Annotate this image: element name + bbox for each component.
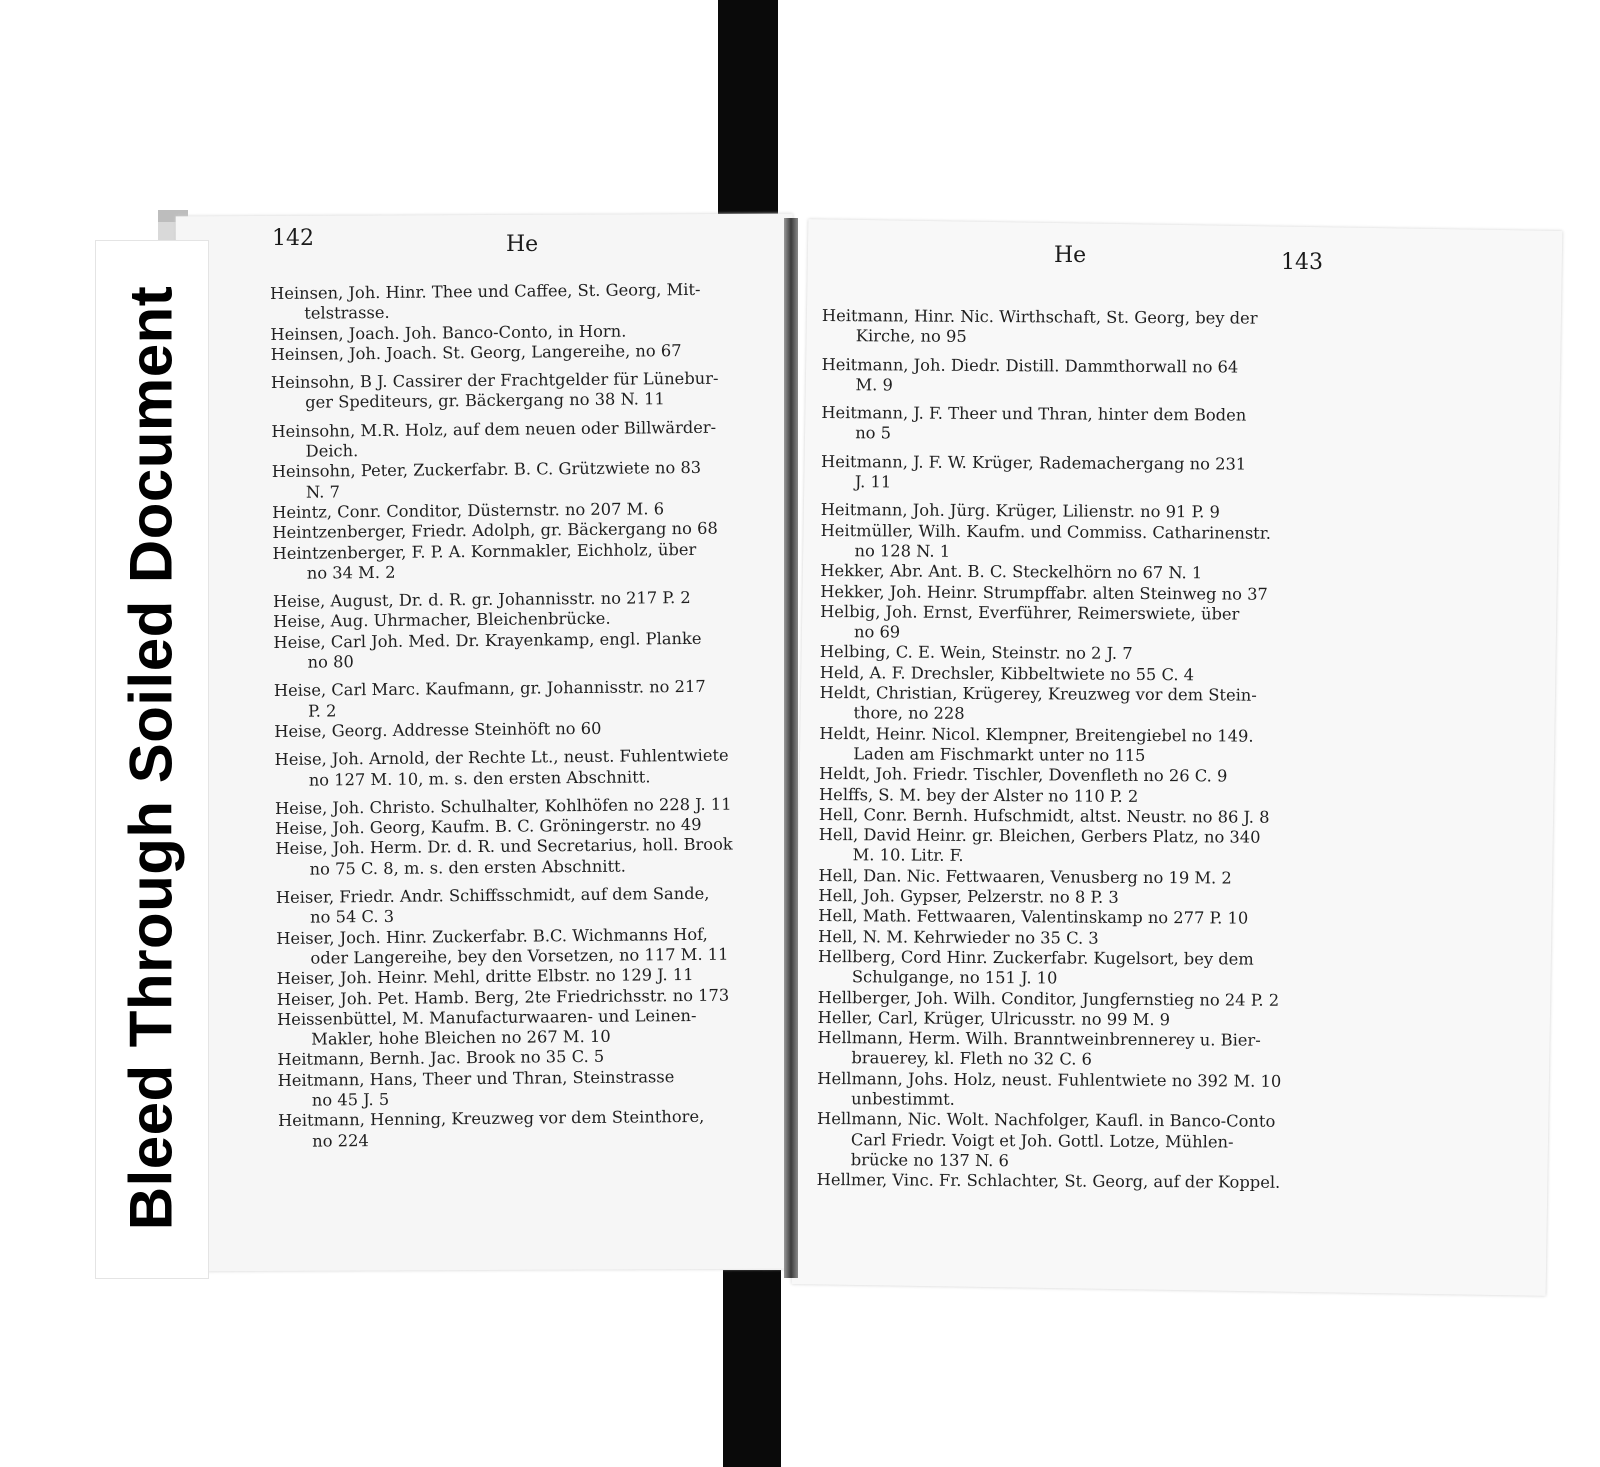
entry-line: Hell, Conr. Bernh. Hufschmidt, altst. Neustr. no 86 J. 8: [818, 804, 1270, 827]
entry-continuation-line: ger Spediteurs, gr. Bäckergang no 38 N. 11: [305, 389, 665, 413]
entry-line: Heinsen, Joh. Hinr. Thee und Caffee, St. Georg, Mit-: [270, 279, 701, 303]
entry-line: Held, A. F. Drechsler, Kibbeltwiete no 55 C. 4: [819, 662, 1195, 685]
directory-entry: [821, 500, 1318, 523]
entry-line: Hekker, Abr. Ant. B. C. Steckelhörn no 67 N. 1: [820, 561, 1203, 583]
entry-line: Heiser, Joch. Hinr. Zuckerfabr. B.C. Wichmanns Hof,: [276, 924, 708, 948]
entry-line: Heitmann, J. F. W. Krüger, Rademachergang no 231: [820, 451, 1247, 474]
entry-continuation-line: Laden am Fischmarkt unter no 115: [853, 744, 1146, 765]
entry-line: Hellmann, Nic. Wolt. Nachfolger, Kaufl. in Banco-Conto: [816, 1109, 1276, 1132]
entry-line: Hell, N. M. Kehrwieder no 35 C. 3: [818, 926, 1099, 948]
directory-entry: [818, 927, 1315, 950]
directory-entry: [819, 764, 1316, 787]
directory-entry: [270, 279, 770, 324]
entry-line: Heitmann, Henning, Kreuzweg vor dem Steinthore,: [277, 1107, 705, 1131]
entry-line: Heinsohn, M.R. Holz, auf dem neuen oder Billwärder-: [271, 417, 717, 441]
entry-line: Heinsen, Joh. Joach. St. Georg, Langereihe, no 67: [270, 340, 682, 364]
entry-line: Heise, Aug. Uhrmacher, Bleichenbrücke.: [273, 609, 611, 632]
entry-continuation-line: no 80: [307, 652, 354, 672]
directory-entry: [818, 987, 1315, 1010]
entry-continuation-line: Schulgange, no 151 J. 10: [851, 967, 1058, 988]
entry-continuation-line: no 128 N. 1: [854, 541, 951, 561]
entry-continuation-line: telstrasse.: [304, 303, 390, 323]
entry-line: Heise, Joh. Georg, Kaufm. B. C. Gröningerstr. no 49: [275, 815, 702, 839]
directory-entry: [820, 602, 1317, 646]
entry-line: Hell, David Heinr. gr. Bleichen, Gerbers Platz, no 340: [818, 825, 1261, 847]
left-page-number: 142: [272, 226, 314, 251]
entry-line: Heitmüller, Wilh. Kaufm. und Commiss. Catharinenstr.: [820, 520, 1271, 543]
directory-entry: [271, 368, 771, 413]
directory-entry: [276, 924, 776, 969]
directory-entry: [275, 835, 775, 880]
directory-entry: [277, 1005, 777, 1050]
entry-continuation-line: no 69: [853, 622, 901, 642]
entry-line: Heise, August, Dr. d. R. gr. Johannisstr. no 217 P. 2: [272, 588, 691, 612]
directory-entry: [820, 582, 1317, 605]
directory-entry: [272, 458, 772, 503]
directory-entry: [822, 306, 1319, 350]
entry-continuation-line: Carl Friedr. Voigt et Joh. Gottl. Lotze, Mühlen-: [850, 1129, 1234, 1152]
directory-entry: [821, 452, 1318, 496]
entry-line: Hellmann, Johs. Holz, neust. Fuhlentwiete no 392 M. 10: [817, 1068, 1282, 1091]
entry-continuation-line: no 127 M. 10, m. s. den ersten Abschnitt.: [308, 766, 651, 790]
entry-line: Hell, Joh. Gypser, Pelzerstr. no 8 P. 3: [818, 886, 1119, 907]
directory-entry: [820, 561, 1317, 584]
directory-entry: [817, 1028, 1314, 1072]
directory-entry: [272, 539, 772, 584]
entry-line: Heintzenberger, Friedr. Adolph, gr. Bäckergang no 68: [272, 518, 718, 543]
entry-line: Heise, Georg. Addresse Steinhöft no 60: [274, 718, 602, 741]
entry-line: Heise, Joh. Arnold, der Rechte Lt., neust. Fuhlentwiete: [274, 745, 729, 770]
directory-entry: [271, 340, 771, 365]
entry-line: Hekker, Joh. Heinr. Strumpffabr. alten Steinweg no 37: [820, 581, 1268, 604]
directory-entry: [819, 825, 1316, 869]
directory-entry: [274, 677, 774, 722]
entry-line: Heinsohn, Peter, Zuckerfabr. B. C. Grützwiete no 83: [271, 458, 702, 482]
directory-entry: [278, 1106, 778, 1151]
directory-entry: [278, 1066, 778, 1111]
binding-strap-top: [718, 0, 778, 232]
entry-line: Heiser, Joh. Heinr. Mehl, dritte Elbstr. no 129 J. 11: [276, 965, 694, 989]
entry-line: Heitmann, Hans, Theer und Thran, Steinstrasse: [277, 1066, 675, 1090]
right-page-number: 143: [1281, 250, 1323, 275]
entry-line: Heinsen, Joach. Joh. Banco-Conto, in Horn.: [270, 321, 627, 344]
entry-line: Hellberger, Joh. Wilh. Conditor, Jungfernstieg no 24 P. 2: [817, 987, 1280, 1010]
directory-entry: [820, 642, 1317, 665]
entry-continuation-line: no 75 C. 8, m. s. den ersten Abschnitt.: [309, 856, 626, 879]
directory-entry: [817, 1069, 1314, 1113]
entry-line: Heldt, Christian, Krügerey, Kreuzweg vor dem Stein-: [819, 683, 1257, 705]
entry-line: Heitmann, Hinr. Nic. Wirthschaft, St. Georg, bey der: [821, 306, 1258, 328]
entry-continuation-line: thore, no 228: [853, 703, 965, 724]
entry-line: Heldt, Joh. Friedr. Tischler, Dovenfleth no 26 C. 9: [819, 764, 1228, 786]
entry-line: Heise, Joh. Christo. Schulhalter, Kohlhöfen no 228 J. 11: [274, 794, 732, 818]
directory-entry: [818, 947, 1315, 991]
directory-entry: [819, 785, 1316, 808]
entry-line: Heissenbüttel, M. Manufacturwaaren- und Leinen-: [276, 1005, 697, 1029]
entry-line: Heitmann, Joh. Jürg. Krüger, Lilienstr. no 91 P. 9: [820, 500, 1220, 522]
entry-line: Helbing, C. E. Wein, Steinstr. no 2 J. 7: [819, 642, 1133, 664]
entry-continuation-line: N. 7: [305, 482, 341, 502]
entry-continuation-line: Makler, hohe Bleichen no 267 M. 10: [311, 1026, 611, 1049]
directory-entry: [819, 724, 1316, 768]
entry-line: Hell, Dan. Nic. Fettwaaren, Venusberg no 19 M. 2: [818, 865, 1232, 888]
directory-entry: [817, 1170, 1314, 1193]
directory-entry: [819, 683, 1316, 727]
left-page-entries: [270, 279, 778, 1152]
entry-line: Heintz, Conr. Conditor, Düsternstr. no 207 M. 6: [272, 499, 665, 522]
entry-continuation-line: Kirche, no 95: [855, 326, 967, 347]
entry-continuation-line: Deich.: [305, 441, 359, 461]
entry-line: Helffs, S. M. bey der Alster no 110 P. 2: [818, 784, 1139, 806]
left-running-head: He: [506, 232, 539, 257]
directory-entry: [821, 355, 1318, 399]
entry-continuation-line: unbestimmt.: [851, 1089, 955, 1109]
entry-continuation-line: no 45 J. 5: [311, 1089, 390, 1110]
directory-entry: [271, 417, 771, 462]
entry-line: Hellmann, Herm. Wilh. Branntweinbrennerey u. Bier-: [817, 1028, 1261, 1050]
entry-line: Heitmann, J. F. Theer und Thran, hinter dem Boden: [821, 403, 1247, 425]
entry-line: Heller, Carl, Krüger, Ulricusstr. no 99 M. 9: [817, 1007, 1171, 1029]
entry-continuation-line: M. 9: [855, 375, 893, 395]
entry-line: Hell, Math. Fettwaaren, Valentinskamp no 277 P. 10: [818, 906, 1249, 928]
entry-line: Helbig, Joh. Ernst, Everführer, Reimerswiete, über: [820, 601, 1240, 624]
entry-line: Heitmann, Joh. Diedr. Distill. Dammthorwall no 64: [821, 354, 1239, 377]
document-label: Bleed Through Soiled Document: [117, 285, 185, 1231]
entry-continuation-line: M. 10. Litr. F.: [852, 845, 964, 866]
entry-line: Heiser, Joh. Pet. Hamb. Berg, 2te Friedrichsstr. no 173: [276, 985, 730, 1009]
entry-line: Heintzenberger, F. P. A. Kornmakler, Eichholz, über: [272, 539, 697, 563]
entry-line: Heise, Carl Joh. Med. Dr. Krayenkamp, engl. Planke: [273, 628, 702, 652]
entry-line: Hellberg, Cord Hinr. Zuckerfabr. Kugelsort, bey dem: [817, 946, 1254, 969]
directory-entry: [821, 403, 1318, 447]
entry-line: Heitmann, Bernh. Jac. Brook no 35 C. 5: [277, 1047, 605, 1070]
entry-line: Heise, Carl Marc. Kaufmann, gr. Johannisstr. no 217: [273, 677, 706, 701]
entry-continuation-line: brauerey, kl. Fleth no 32 C. 6: [851, 1048, 1093, 1070]
entry-line: Hellmer, Vinc. Fr. Schlachter, St. Georg, auf der Koppel.: [816, 1170, 1281, 1192]
entry-continuation-line: no 34 M. 2: [306, 562, 396, 583]
directory-entry: [274, 717, 774, 742]
entry-continuation-line: J. 11: [854, 472, 892, 492]
entry-line: Heldt, Heinr. Nicol. Klempner, Breitengiebel no 149.: [819, 723, 1254, 746]
directory-entry: [274, 745, 774, 790]
entry-continuation-line: no 224: [312, 1130, 369, 1151]
entry-line: Heinsohn, B J. Cassirer der Frachtgelder für Lünebur-: [270, 368, 719, 393]
entry-continuation-line: P. 2: [308, 701, 337, 721]
entry-continuation-line: no 5: [855, 423, 892, 443]
directory-entry: [820, 521, 1317, 565]
directory-entry: [273, 628, 773, 673]
directory-entry: [818, 906, 1315, 929]
entry-line: Heise, Joh. Herm. Dr. d. R. und Secretarius, holl. Brook: [275, 835, 733, 859]
directory-entry: [817, 1109, 1314, 1173]
right-running-head: He: [1054, 243, 1087, 268]
binding-strap-bottom: [723, 1270, 781, 1467]
entry-continuation-line: brücke no 137 N. 6: [850, 1150, 1009, 1171]
directory-entry: [276, 883, 776, 928]
book-spine: [784, 218, 798, 1278]
entry-line: Heiser, Friedr. Andr. Schiffsschmidt, auf dem Sande,: [275, 883, 710, 907]
entry-continuation-line: oder Langereihe, bey den Vorsetzen, no 117 M. 11: [310, 944, 729, 968]
entry-continuation-line: no 54 C. 3: [309, 907, 395, 927]
right-page-entries: [817, 306, 1319, 1193]
